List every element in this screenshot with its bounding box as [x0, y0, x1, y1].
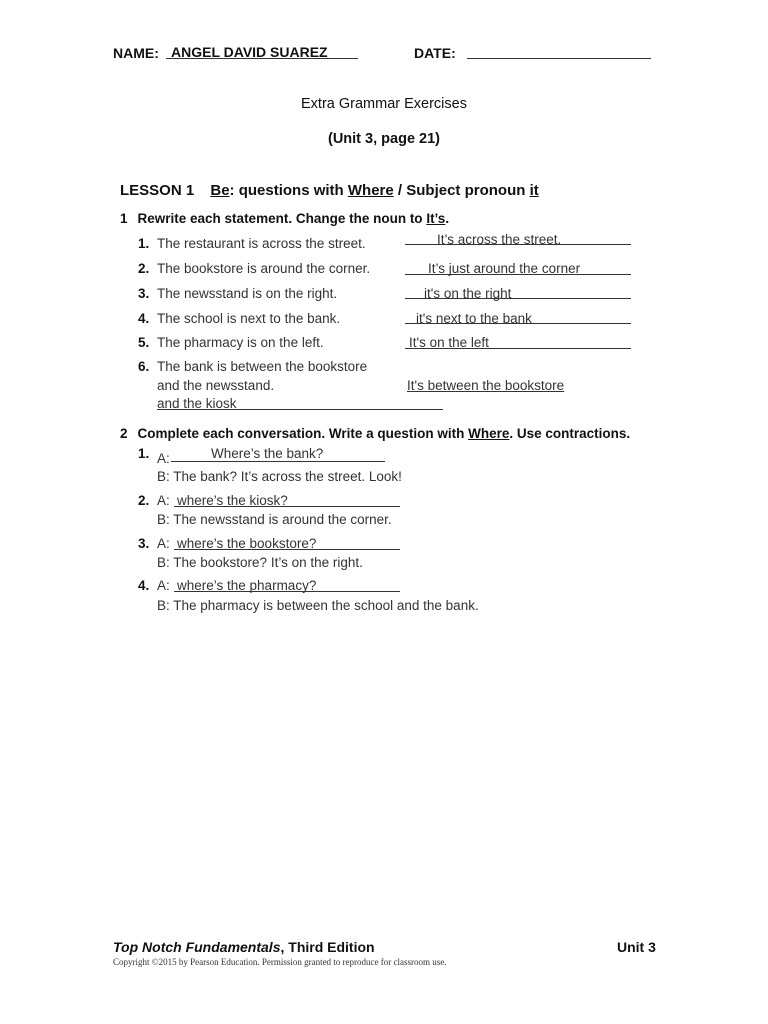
student-name: ANGEL DAVID SUAREZ: [171, 44, 328, 60]
speaker-a-label: A:: [157, 578, 170, 593]
answer-text: It's on the left: [409, 335, 489, 350]
statement: The school is next to the bank.: [157, 311, 341, 326]
item-number: 1.: [138, 446, 150, 461]
item-number: 1.: [138, 236, 150, 251]
item-number: 6.: [138, 359, 150, 374]
statement-line-2: and the newsstand.: [157, 378, 275, 393]
section-2-instr-end: . Use contractions.: [509, 426, 631, 441]
speaker-b-line: B: The newsstand is around the corner.: [157, 512, 392, 527]
speaker-b-line: B: The bank? It’s across the street. Look!: [157, 469, 402, 484]
worksheet-title: Extra Grammar Exercises: [301, 96, 467, 112]
section-1-its: It’s: [426, 211, 446, 226]
item-number: 2.: [138, 493, 150, 508]
answer-text: It's between the bookstore: [407, 378, 565, 393]
question-answer: Where’s the bank?: [211, 446, 324, 461]
lesson-text-1: : questions with: [229, 182, 348, 199]
section-2-number: 2: [120, 426, 128, 441]
worksheet-subtitle: (Unit 3, page 21): [328, 131, 440, 147]
lesson-text-2: / Subject pronoun: [393, 182, 530, 199]
answer-text: it's next to the bank: [416, 311, 532, 326]
lesson-heading: [120, 182, 539, 199]
section-2-instr-text: Complete each conversation. Write a question with: [137, 426, 469, 441]
answer-line: [171, 461, 385, 462]
footer-book-title: [113, 939, 375, 955]
item-number: 4.: [138, 311, 150, 326]
speaker-a-label: A:: [157, 451, 170, 466]
speaker-b-line: B: The bookstore? It’s on the right.: [157, 555, 363, 570]
section-1-instr-text: Rewrite each statement. Change the noun to: [137, 211, 427, 226]
item-number: 3.: [138, 536, 150, 551]
statement: The bookstore is around the corner.: [157, 261, 371, 276]
lesson-where: Where: [347, 182, 394, 199]
answer-text: It’s just around the corner: [428, 261, 581, 276]
speaker-a-label: A:: [157, 536, 170, 551]
section-1-instructions: [120, 211, 449, 226]
book-title: Top Notch Fundamentals: [113, 939, 281, 955]
lesson-be: Be: [210, 182, 230, 199]
question-answer: where’s the bookstore?: [177, 536, 317, 551]
item-number: 4.: [138, 578, 150, 593]
statement: The restaurant is across the street.: [157, 236, 366, 251]
question-answer: where’s the pharmacy?: [177, 578, 317, 593]
section-2-where: Where: [468, 426, 510, 441]
book-edition: , Third Edition: [280, 939, 375, 955]
speaker-b-line: B: The pharmacy is between the school and the bank.: [157, 598, 479, 613]
item-number: 3.: [138, 286, 150, 301]
answer-text: it's on the right: [424, 286, 512, 301]
footer-copyright: Copyright ©2015 by Pearson Education. Permission granted to reproduce for classroom use.: [113, 957, 447, 967]
section-1-number: 1: [120, 211, 128, 226]
answer-text: It’s across the street.: [437, 232, 562, 247]
lesson-it: it: [529, 182, 539, 199]
question-answer: where’s the kiosk?: [177, 493, 288, 508]
statement: The pharmacy is on the left.: [157, 335, 324, 350]
answer-continuation: and the kiosk: [157, 396, 237, 411]
speaker-a-label: A:: [157, 493, 170, 508]
item-number: 2.: [138, 261, 150, 276]
item-number: 5.: [138, 335, 150, 350]
footer-unit: Unit 3: [617, 939, 656, 955]
statement: The newsstand is on the right.: [157, 286, 338, 301]
statement-line-1: The bank is between the bookstore: [157, 359, 368, 374]
date-label: DATE:: [414, 45, 456, 61]
answer-line: [157, 409, 443, 410]
lesson-label: LESSON 1: [120, 182, 195, 199]
name-label: NAME:: [113, 45, 159, 61]
section-2-instructions: [120, 426, 630, 441]
date-underline: [467, 58, 651, 59]
section-1-instr-end: .: [445, 211, 450, 226]
